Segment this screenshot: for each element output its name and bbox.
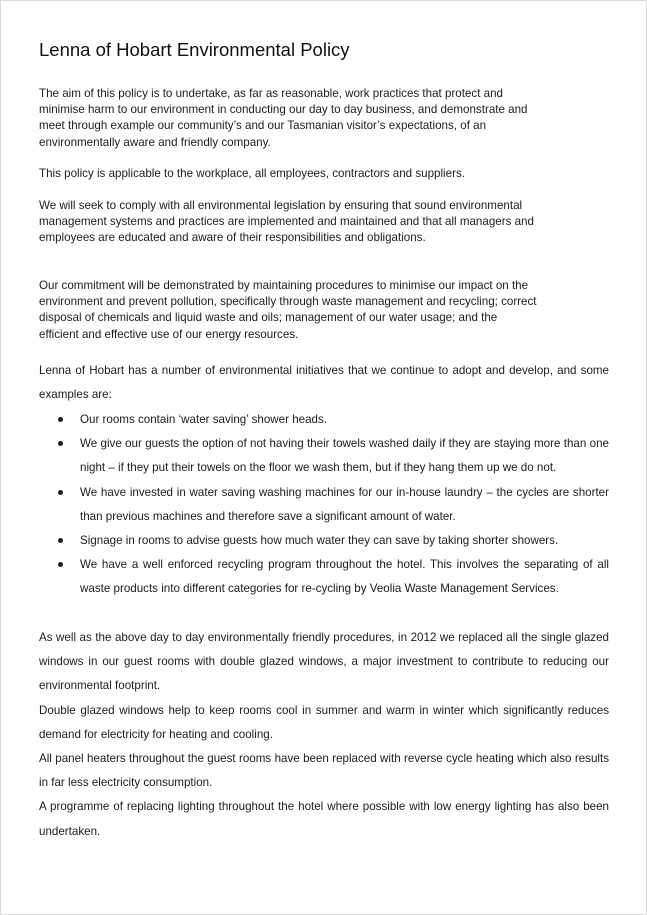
bullet-icon (58, 417, 63, 422)
applicability-paragraph: This policy is applicable to the workplace, all employees, contractors and suppliers. (39, 167, 465, 180)
page-title: Lenna of Hobart Environmental Policy (39, 39, 350, 60)
commitment-paragraph: Our commitment will be demonstrated by maintaining procedures to minimise our impact on the environment and prevent pollution, specifically through waste management and recycling; correct disposal of chemicals and liquid waste and oils; management of our water usage; and the efficient and effective use of our energy resources. (39, 279, 537, 341)
heating-paragraph: All panel heaters throughout the guest rooms have been replaced with reverse cycle heating which also results in far less electricity consumption. (39, 752, 609, 790)
double-glazing-paragraph: Double glazed windows help to keep rooms cool in summer and warm in winter which significantly reduces demand for electricity for heating and cooling. (39, 703, 609, 741)
closing-section (39, 626, 609, 844)
list-item (39, 553, 609, 601)
list-item (39, 481, 609, 529)
list-item (39, 408, 609, 432)
initiatives-list (39, 408, 609, 602)
initiative-text: Signage in rooms to advise guests how much water they can save by taking shorter showers. (80, 534, 559, 548)
initiatives-intro: Lenna of Hobart has a number of environmental initiatives that we continue to adopt and develop, and some examples are: (39, 364, 609, 402)
bullet-icon (58, 538, 63, 543)
list-item (39, 529, 609, 553)
initiative-text: We have invested in water saving washing machines for our in-house laundry – the cycles are shorter than previous machines and therefore save a significant amount of water. (80, 485, 609, 523)
legislation-paragraph: We will seek to comply with all environmental legislation by ensuring that sound environmental management systems and practices are implemented and maintained and that all managers and employees are educated and aware of their responsibilities and obligations. (39, 199, 534, 245)
list-item (39, 432, 609, 480)
bullet-icon (58, 562, 63, 567)
lighting-paragraph: A programme of replacing lighting throughout the hotel where possible with low energy lighting has also been undertaken. (39, 800, 609, 838)
windows-paragraph: As well as the above day to day environmentally friendly procedures, in 2012 we replaced all the single glazed windows in our guest rooms with double glazed windows, a major investment to contribute to reducing our environmental footprint. (39, 631, 609, 693)
bullet-icon (58, 441, 63, 446)
aim-paragraph: The aim of this policy is to undertake, as far as reasonable, work practices that protect and minimise harm to our environment in conducting our day to day business, and demonstrate and meet through example our community’s and our Tasmanian visitor’s expectations, of an environmentally aware and friendly company. (39, 87, 528, 149)
bullet-icon (58, 490, 63, 495)
initiative-text: We give our guests the option of not having their towels washed daily if they are staying more than one night – if they put their towels on the floor we wash them, but if they hang them up we do not. (80, 437, 609, 475)
initiative-text: We have a well enforced recycling program throughout the hotel. This involves the separating of all waste products into different categories for re-cycling by Veolia Waste Management Services. (80, 558, 609, 596)
initiative-text: Our rooms contain ‘water saving’ shower heads. (80, 413, 328, 426)
